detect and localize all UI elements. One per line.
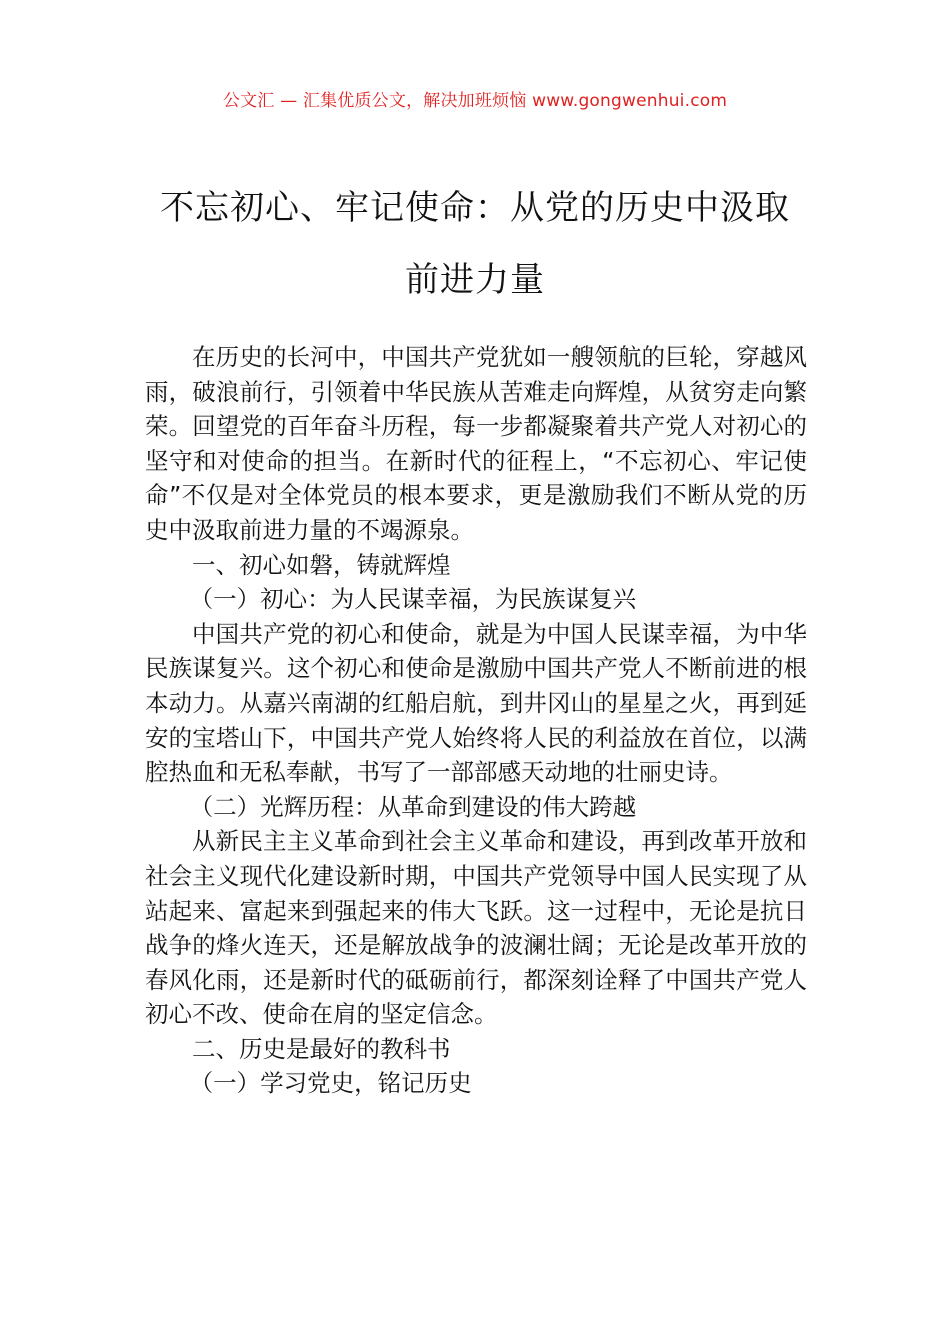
- body-paragraph: 中国共产党的初心和使命，就是为中国人民谋幸福，为中华民族谋复兴。这个初心和使命是激励中国共产党人不断前进的根本动力。从嘉兴南湖的红船启航，到井冈山的星星之火，再到延安的宝塔山下，中国共产党人始终将人民的利益放在首位，以满腔热血和无私奉献，书写了一部部感天动地的壮丽史诗。: [145, 619, 807, 787]
- body-paragraph: 从新民主主义革命到社会主义革命和建设，再到改革开放和社会主义现代化建设新时期，中国共产党领导中国人民实现了从站起来、富起来到强起来的伟大飞跃。这一过程中，无论是抗日战争的烽火连天，还是解放战争的波澜壮阔；无论是改革开放的春风化雨，还是新时代的砥砺前行，都深刻诠释了中国共产党人初心不改、使命在肩的坚定信念。: [145, 827, 807, 1029]
- title-line-1: 不忘初心、牢记使命：从党的历史中汲取: [160, 188, 790, 228]
- subsection-heading-1-1: （一）初心：为人民谋幸福，为民族谋复兴: [189, 585, 637, 614]
- subsection-heading-2-1: （一）学习党史，铭记历史: [189, 1069, 472, 1098]
- site-banner: 公文汇 — 汇集优质公文，解决加班烦恼 www.gongwenhui.com: [222, 91, 728, 111]
- section-heading-2: 二、历史是最好的教科书: [192, 1034, 451, 1063]
- document-body: [145, 340, 807, 1101]
- subsection-heading-1-2: （二）光辉历程：从革命到建设的伟大跨越: [189, 792, 637, 821]
- title-line-2: 前进力量: [405, 260, 545, 300]
- section-heading-1: 一、初心如磐，铸就辉煌: [192, 550, 451, 579]
- document-title: [120, 172, 830, 316]
- intro-paragraph: 在历史的长河中，中国共产党犹如一艘领航的巨轮，穿越风雨，破浪前行，引领着中华民族从苦难走向辉煌，从贫穷走向繁荣。回望党的百年奋斗历程，每一步都凝聚着共产党人对初心的坚守和对使命的担当。在新时代的征程上，“不忘初心、牢记使命”不仅是对全体党员的根本要求，更是激励我们不断从党的历史中汲取前进力量的不竭源泉。: [145, 343, 807, 544]
